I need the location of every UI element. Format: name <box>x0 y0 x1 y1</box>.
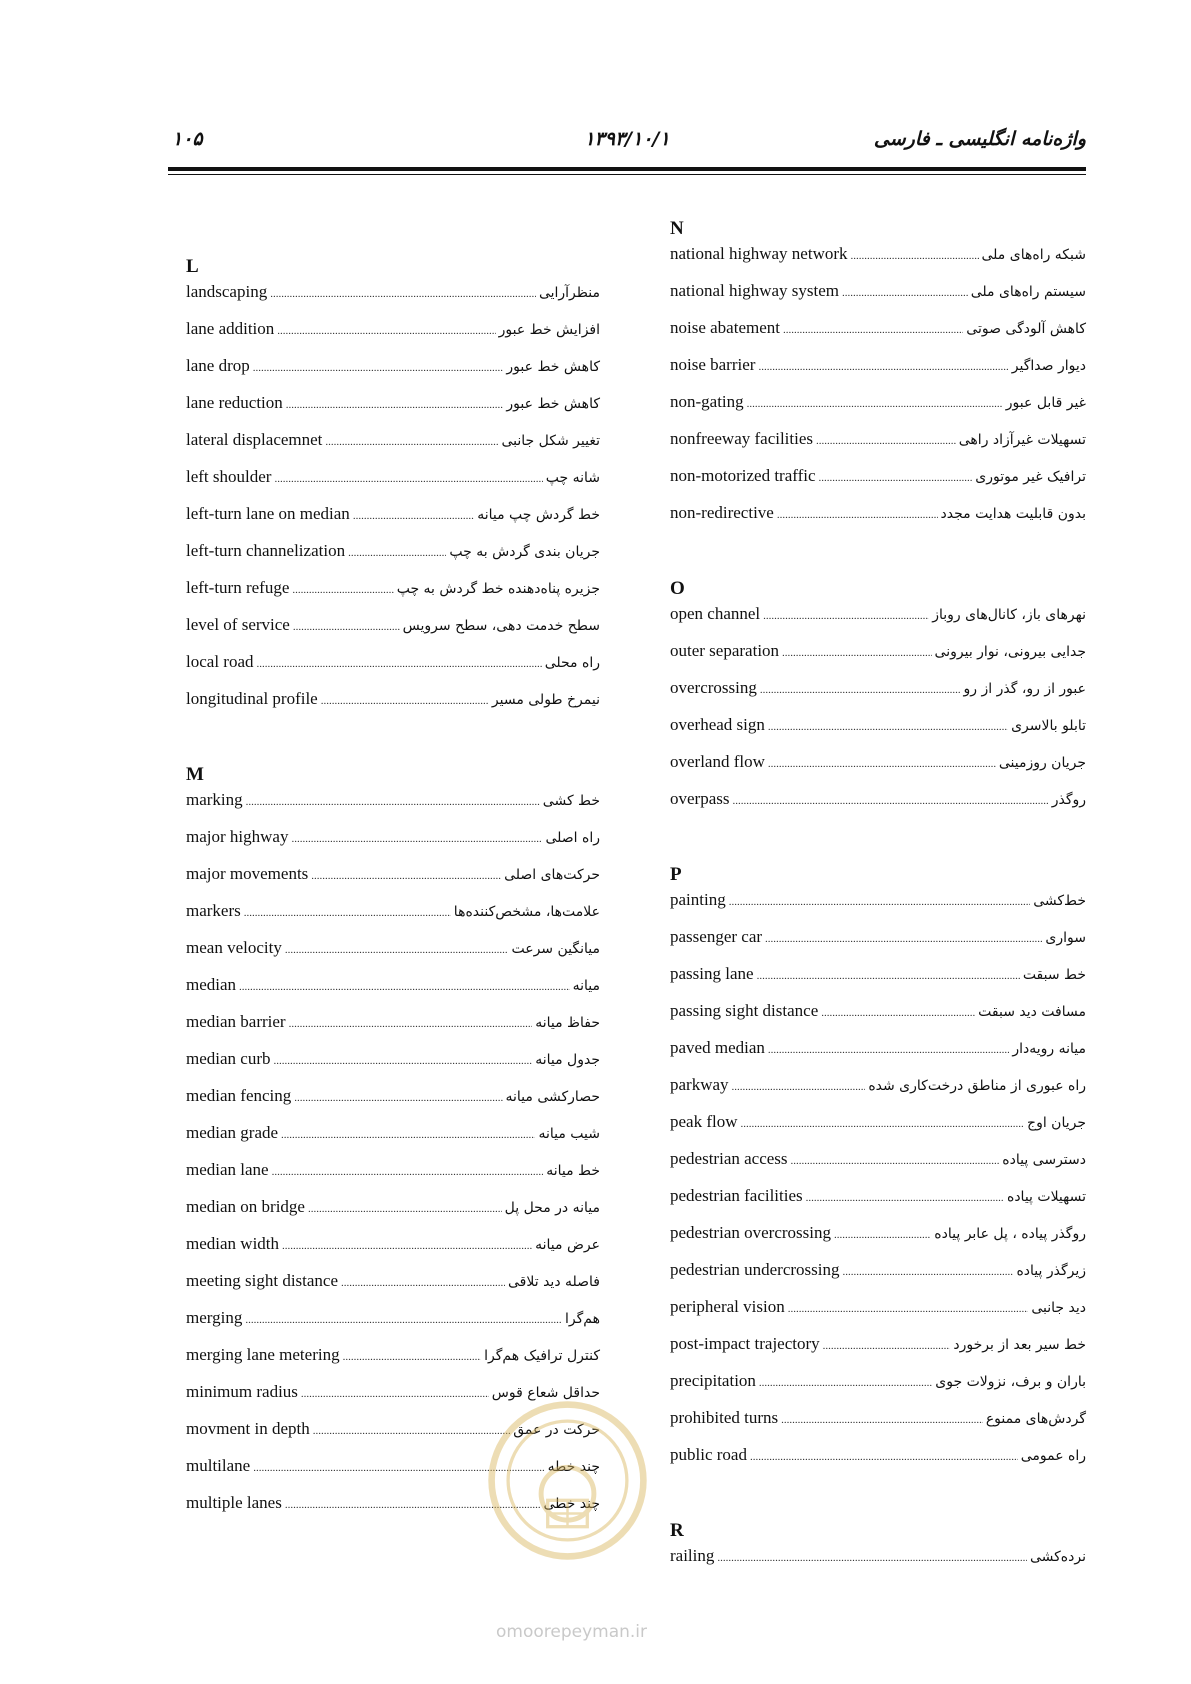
persian-term: روگذر <box>1051 792 1086 808</box>
english-term: major highway <box>186 827 289 846</box>
english-term: minimum radius <box>186 1382 298 1401</box>
dot-leader <box>834 1229 931 1241</box>
section-letter: R <box>670 1520 684 1541</box>
glossary-entry <box>670 1546 1086 1583</box>
dot-leader <box>353 510 474 522</box>
persian-term: راه عمومی <box>1020 1448 1086 1464</box>
english-term: overpass <box>670 789 730 808</box>
dot-leader <box>272 1166 544 1178</box>
english-term: median <box>186 975 237 994</box>
dot-leader <box>759 1377 932 1389</box>
persian-term: کاهش خط عبور <box>506 359 600 375</box>
glossary-entry <box>670 964 1086 1001</box>
persian-term: حرکت در عمق <box>513 1422 600 1438</box>
dot-leader <box>763 610 929 622</box>
persian-term: مسافت دید سبقت <box>978 1004 1086 1020</box>
dot-leader <box>253 362 504 374</box>
english-term: passenger car <box>670 927 763 946</box>
dot-leader <box>348 547 446 559</box>
persian-term: جریان بندی گردش به چپ <box>449 544 600 560</box>
dot-leader <box>270 288 536 300</box>
page-number: ۱۰۵ <box>172 128 203 150</box>
glossary-entry <box>670 789 1086 826</box>
dot-leader <box>768 721 1008 733</box>
persian-term: راه محلی <box>544 655 600 671</box>
glossary-entry <box>186 504 600 541</box>
english-term: pedestrian undercrossing <box>670 1260 840 1279</box>
english-term: local road <box>186 652 254 671</box>
glossary-entry <box>670 281 1086 318</box>
english-term: overland flow <box>670 752 765 771</box>
glossary-entry <box>670 1297 1086 1334</box>
dot-leader <box>286 399 504 411</box>
persian-term: سیستم راه‌های ملی <box>970 284 1086 300</box>
dot-leader <box>806 1192 1004 1204</box>
dot-leader <box>732 795 1048 807</box>
glossary-entry <box>670 318 1086 355</box>
persian-term: علامت‌ها، مشخص‌کننده‌ها <box>453 904 600 920</box>
english-term: non-motorized traffic <box>670 466 816 485</box>
glossary-section <box>670 1516 1086 1583</box>
english-term: movment in depth <box>186 1419 310 1438</box>
glossary-entry <box>186 1234 600 1271</box>
glossary-entry <box>186 975 600 1012</box>
persian-term: تسهیلات پیاده <box>1006 1189 1086 1205</box>
persian-term: میانه در محل پل <box>504 1200 600 1216</box>
persian-term: جزیره پناه‌دهنده خط گردش به چپ <box>396 581 600 597</box>
dot-leader <box>313 1425 510 1437</box>
persian-term: تابلو بالاسری <box>1011 718 1086 734</box>
dot-leader <box>777 509 938 521</box>
english-term: median lane <box>186 1160 269 1179</box>
dot-leader <box>285 944 509 956</box>
persian-term: خط میانه <box>546 1163 600 1179</box>
glossary-entry <box>186 430 600 467</box>
persian-term: حصارکشی میانه <box>505 1089 600 1105</box>
glossary-entry <box>670 1260 1086 1297</box>
section-letter: M <box>186 764 204 785</box>
glossary-entry <box>186 1197 600 1234</box>
glossary-entry <box>670 1408 1086 1445</box>
persian-term: نیمرخ طولی مسیر <box>491 692 600 708</box>
persian-term: کاهش خط عبور <box>506 396 600 412</box>
dot-leader <box>768 1044 1009 1056</box>
persian-term: منظرآرایی <box>538 285 600 301</box>
dot-leader <box>257 658 542 670</box>
glossary-entry <box>670 1038 1086 1075</box>
dot-leader <box>717 1552 1027 1564</box>
dot-leader <box>308 1203 502 1215</box>
header-rule-thin <box>168 174 1086 175</box>
glossary-entry <box>186 1160 600 1197</box>
glossary-entry <box>670 244 1086 281</box>
english-term: noise barrier <box>670 355 756 374</box>
english-term: overcrossing <box>670 678 757 697</box>
glossary-entry <box>186 790 600 827</box>
english-term: pedestrian facilities <box>670 1186 803 1205</box>
english-term: median barrier <box>186 1012 286 1031</box>
glossary-section <box>670 860 1086 1482</box>
english-term: median grade <box>186 1123 279 1142</box>
glossary-entry <box>186 578 600 615</box>
dot-leader <box>289 1018 533 1030</box>
glossary-entry <box>186 467 600 504</box>
english-term: median fencing <box>186 1086 292 1105</box>
dot-leader <box>291 833 542 845</box>
persian-term: هم‌گرا <box>565 1311 600 1327</box>
dot-leader <box>783 324 963 336</box>
glossary-section <box>186 252 600 726</box>
english-term: merging <box>186 1308 243 1327</box>
dot-leader <box>788 1303 1029 1315</box>
english-term: nonfreeway facilities <box>670 429 814 448</box>
english-term: railing <box>670 1546 715 1565</box>
persian-term: بدون قابلیت هدایت مجدد <box>940 506 1086 522</box>
english-term: paved median <box>670 1038 765 1057</box>
section-letter: L <box>186 256 199 277</box>
persian-term: جدول میانه <box>535 1052 600 1068</box>
dot-leader <box>842 1266 1013 1278</box>
persian-term: حفاظ میانه <box>535 1015 600 1031</box>
glossary-entry <box>186 1012 600 1049</box>
dot-leader <box>741 1118 1025 1130</box>
persian-term: زیرگذر پیاده <box>1016 1263 1086 1279</box>
persian-term: میانگین سرعت <box>511 941 600 957</box>
english-term: pedestrian access <box>670 1149 788 1168</box>
glossary-entry <box>670 1001 1086 1038</box>
glossary-entry <box>186 1123 600 1160</box>
persian-term: شانه چپ <box>545 470 600 486</box>
english-term: national highway network <box>670 244 848 263</box>
dot-leader <box>294 1092 502 1104</box>
english-term: lateral displacemnet <box>186 430 323 449</box>
english-term: left-turn lane on median <box>186 504 350 523</box>
persian-term: تسهیلات غیرآزاد راهی <box>958 432 1086 448</box>
dot-leader <box>311 870 501 882</box>
persian-term: جدایی بیرونی، نوار بیرونی <box>934 644 1086 660</box>
dot-leader <box>747 398 1003 410</box>
glossary-entry <box>670 641 1086 678</box>
persian-term: میانه <box>572 978 600 994</box>
persian-term: کنترل ترافیک هم‌گرا <box>484 1348 600 1364</box>
dot-leader <box>325 436 498 448</box>
section-letter: N <box>670 218 684 239</box>
english-term: open channel <box>670 604 761 623</box>
glossary-entry <box>186 615 600 652</box>
right-column <box>670 214 1086 1617</box>
dot-leader <box>851 250 979 262</box>
glossary-entry <box>186 541 600 578</box>
glossary-entry <box>186 319 600 356</box>
dot-leader <box>758 361 1008 373</box>
english-term: lane addition <box>186 319 275 338</box>
glossary-entry <box>670 678 1086 715</box>
header-rule-thick <box>168 167 1086 171</box>
english-term: precipitation <box>670 1371 756 1390</box>
persian-term: عرض میانه <box>535 1237 600 1253</box>
page-header <box>168 128 1086 158</box>
glossary-entry <box>670 1075 1086 1112</box>
dot-leader <box>819 472 973 484</box>
dot-leader <box>277 325 495 337</box>
glossary-entry <box>670 1112 1086 1149</box>
glossary-entry <box>670 715 1086 752</box>
dot-leader <box>292 584 393 596</box>
english-term: painting <box>670 890 726 909</box>
english-term: multiple lanes <box>186 1493 282 1512</box>
glossary-entry <box>670 1149 1086 1186</box>
dot-leader <box>321 695 489 707</box>
persian-term: خط سیر بعد از برخورد <box>953 1337 1086 1353</box>
persian-term: جریان روزمینی <box>998 755 1086 771</box>
header-date: ۱۳۹۳/۱۰/۱ <box>584 128 670 150</box>
persian-term: سطح خدمت دهی، سطح سرویس <box>402 618 600 634</box>
english-term: non-redirective <box>670 503 774 522</box>
english-term: median on bridge <box>186 1197 305 1216</box>
glossary-entry <box>186 901 600 938</box>
english-term: mean velocity <box>186 938 282 957</box>
english-term: landscaping <box>186 282 268 301</box>
persian-term: جریان اوج <box>1027 1115 1086 1131</box>
glossary-entry <box>186 282 600 319</box>
persian-term: خط سبقت <box>1022 967 1086 983</box>
glossary-section <box>670 214 1086 540</box>
persian-term: سواری <box>1045 930 1086 946</box>
dot-leader <box>816 435 956 447</box>
english-term: level of service <box>186 615 290 634</box>
persian-term: کاهش آلودگی صوتی <box>966 321 1086 337</box>
english-term: marking <box>186 790 243 809</box>
english-term: median curb <box>186 1049 271 1068</box>
glossary-entry <box>670 355 1086 392</box>
english-term: pedestrian overcrossing <box>670 1223 831 1242</box>
english-term: lane drop <box>186 356 250 375</box>
section-letter: O <box>670 578 685 599</box>
english-term: passing sight distance <box>670 1001 819 1020</box>
section-letter: P <box>670 864 682 885</box>
glossary-entry <box>186 652 600 689</box>
glossary-entry <box>670 503 1086 540</box>
english-term: peak flow <box>670 1112 738 1131</box>
english-term: major movements <box>186 864 309 883</box>
persian-term: فاصله دید تلاقی <box>508 1274 600 1290</box>
persian-term: نرده‌کشی <box>1029 1549 1086 1565</box>
english-term: national highway system <box>670 281 840 300</box>
glossary-entry <box>186 689 600 726</box>
english-term: left-turn refuge <box>186 578 290 597</box>
dot-leader <box>842 287 968 299</box>
persian-term: دیوار صداگیر <box>1011 358 1086 374</box>
dot-leader <box>282 1240 532 1252</box>
dot-leader <box>293 621 400 633</box>
glossary-entry <box>186 864 600 901</box>
persian-term: میانه رویه‌دار <box>1012 1041 1086 1057</box>
english-term: prohibited turns <box>670 1408 779 1427</box>
header-title: واژه‌نامه انگلیسی ـ فارسی <box>873 128 1086 150</box>
persian-term: روگذر پیاده ، پل عابر پیاده <box>934 1226 1086 1242</box>
glossary-entry <box>670 752 1086 789</box>
watermark-seal-icon <box>485 1398 650 1563</box>
english-term: meeting sight distance <box>186 1271 339 1290</box>
english-term: noise abatement <box>670 318 780 337</box>
english-term: non-gating <box>670 392 744 411</box>
persian-term: دسترسی پیاده <box>1002 1152 1086 1168</box>
glossary-entry <box>670 392 1086 429</box>
english-term: lane reduction <box>186 393 283 412</box>
english-term: left-turn channelization <box>186 541 346 560</box>
persian-term: ترافیک غیر موتوری <box>975 469 1086 485</box>
glossary-entry <box>670 927 1086 964</box>
dot-leader <box>301 1388 489 1400</box>
glossary-entry <box>670 1223 1086 1260</box>
persian-term: راه اصلی <box>545 830 600 846</box>
dot-leader <box>750 1451 1018 1463</box>
dot-leader <box>757 970 1020 982</box>
glossary-entry <box>670 604 1086 641</box>
watermark-url: omoorepeyman.ir <box>496 1622 648 1642</box>
dot-leader <box>341 1277 505 1289</box>
english-term: parkway <box>670 1075 729 1094</box>
glossary-entry <box>670 466 1086 503</box>
persian-term: تغییر شکل جانبی <box>501 433 600 449</box>
dot-leader <box>343 1351 482 1363</box>
glossary-entry <box>186 356 600 393</box>
glossary-entry <box>186 1308 600 1345</box>
glossary-entry <box>186 1086 600 1123</box>
english-term: passing lane <box>670 964 754 983</box>
english-term: peripheral vision <box>670 1297 785 1316</box>
dot-leader <box>281 1129 535 1141</box>
dot-leader <box>821 1007 975 1019</box>
persian-term: نهرهای باز، کانال‌های روباز <box>932 607 1086 623</box>
persian-term: خط‌کشی <box>1033 893 1086 909</box>
persian-term: غیر قابل عبور <box>1005 395 1086 411</box>
glossary-entry <box>186 393 600 430</box>
persian-term: حرکت‌های اصلی <box>504 867 600 883</box>
persian-term: باران و برف، نزولات جوی <box>935 1374 1086 1390</box>
dot-leader <box>768 758 996 770</box>
dot-leader <box>781 1414 983 1426</box>
persian-term: چند خطه <box>547 1459 600 1475</box>
dot-leader <box>274 1055 533 1067</box>
english-term: median width <box>186 1234 280 1253</box>
english-term: markers <box>186 901 241 920</box>
persian-term: عبور از رو، گذر از رو <box>963 681 1086 697</box>
english-term: left shoulder <box>186 467 272 486</box>
english-term: public road <box>670 1445 747 1464</box>
english-term: overhead sign <box>670 715 765 734</box>
english-term: post-impact trajectory <box>670 1334 820 1353</box>
dot-leader <box>823 1340 951 1352</box>
dot-leader <box>274 473 542 485</box>
persian-term: خط گردش چپ میانه <box>477 507 600 523</box>
dot-leader <box>239 981 570 993</box>
english-term: outer separation <box>670 641 780 660</box>
glossary-entry <box>670 1445 1086 1482</box>
persian-term: دید جانبی <box>1031 1300 1086 1316</box>
glossary-entry <box>186 1049 600 1086</box>
english-term: merging lane metering <box>186 1345 340 1364</box>
dot-leader <box>765 933 1042 945</box>
glossary-entry <box>670 1334 1086 1371</box>
persian-term: حداقل شعاع قوس <box>491 1385 600 1401</box>
persian-term: خط کشی <box>542 793 600 809</box>
glossary-section <box>670 574 1086 826</box>
persian-term: گردش‌های ممنوع <box>985 1411 1086 1427</box>
persian-term: شیب میانه <box>538 1126 600 1142</box>
persian-term: راه عبوری از مناطق درخت‌کاری شده <box>868 1078 1086 1094</box>
glossary-entry <box>670 1186 1086 1223</box>
dot-leader <box>246 796 540 808</box>
english-term: multilane <box>186 1456 251 1475</box>
glossary-entry <box>186 938 600 975</box>
glossary-entry <box>186 1271 600 1308</box>
dot-leader <box>760 684 961 696</box>
glossary-entry <box>186 1345 600 1382</box>
dot-leader <box>245 1314 562 1326</box>
english-term: longitudinal profile <box>186 689 318 708</box>
left-column <box>186 252 600 1564</box>
glossary-entry <box>670 1371 1086 1408</box>
dot-leader <box>732 1081 866 1093</box>
glossary-entry <box>670 890 1086 927</box>
persian-term: چند خطی <box>543 1496 600 1512</box>
dot-leader <box>791 1155 1000 1167</box>
dot-leader <box>729 896 1031 908</box>
glossary-entry <box>670 429 1086 466</box>
persian-term: افزایش خط عبور <box>498 322 600 338</box>
dot-leader <box>244 907 451 919</box>
persian-term: شبکه راه‌های ملی <box>981 247 1086 263</box>
dot-leader <box>782 647 932 659</box>
glossary-entry <box>186 827 600 864</box>
